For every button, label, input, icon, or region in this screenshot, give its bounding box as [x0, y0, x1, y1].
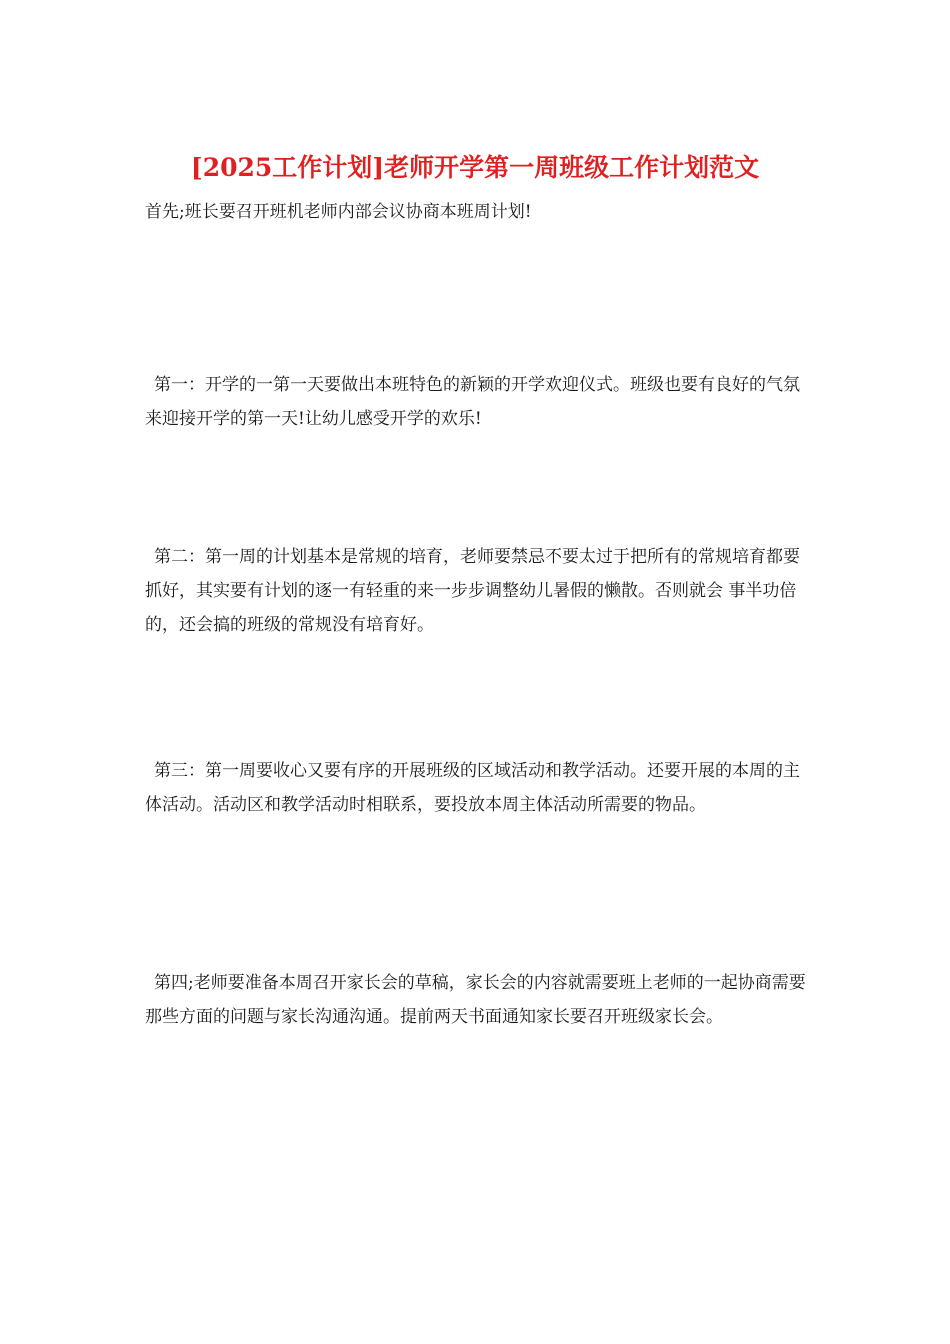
- intro-paragraph: 首先;班长要召开班机老师内部会议协商本班周计划!: [145, 202, 532, 222]
- document-title: [2025工作计划]老师开学第一周班级工作计划范文: [190, 153, 760, 182]
- paragraph-first: 第一：开学的一第一天要做出本班特色的新颖的开学欢迎仪式。班级也要有良好的气氛来迎接开学的第一天!让幼儿感受开学的欢乐!: [145, 375, 800, 429]
- paragraph-fourth: 第四;老师要准备本周召开家长会的草稿，家长会的内容就需要班上老师的一起协商需要那些方面的问题与家长沟通沟通。提前两天书面通知家长要召开班级家长会。: [145, 973, 806, 1027]
- paragraph-second: 第二：第一周的计划基本是常规的培育，老师要禁忌不要太过于把所有的常规培育都要抓好，其实要有计划的逐一有轻重的来一步步调整幼儿暑假的懒散。否则就会 事半功倍 的，还会搞的班级的常规没有培育好。: [145, 547, 800, 635]
- paragraph-third: 第三：第一周要收心又要有序的开展班级的区域活动和教学活动。还要开展的本周的主体活动。活动区和教学活动时相联系，要投放本周主体活动所需要的物品。: [145, 761, 800, 815]
